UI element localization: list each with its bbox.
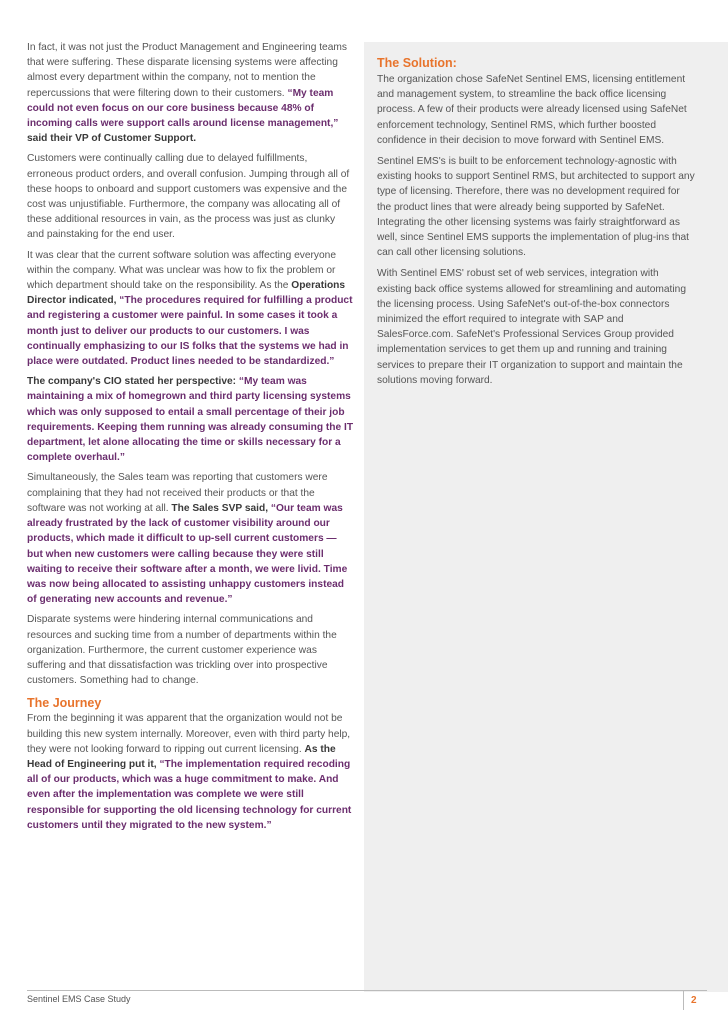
sidebar-content	[377, 56, 695, 394]
paragraph: Disparate systems were hindering internal communications and resources and sucking time from a number of departments within the organization. Furthermore, the current customer experience was suffering and that dissatisfaction was trickling over into prospective customers. Something had to change.	[27, 614, 337, 687]
quote: “My team could not even focus on our core business because 48% of incoming calls were support calls around license management,”	[27, 87, 339, 130]
quote: “The procedures required for fulfilling a product and registering a customer were painful. In some cases it took a month just to deliver our products to our customers. I was continually emphasizing to our IS folks that the systems we had in place were outdated. Product lines needed to be standardized.”	[27, 295, 353, 368]
footer-separator	[683, 990, 684, 1010]
paragraph: With Sentinel EMS' robust set of web services, integration with existing back office systems allowed for streamlining and automating the licensing process. Using SafeNet's out-of-the-box connectors minimized the effort required to integrate with SAP and SalesForce.com. SafeNet's Professional Services Group provided implementation services to get them up and running and training services to prepare their IT organization to support and maintain the solutions moving forward.	[377, 268, 686, 386]
section-title-solution: The Solution:	[377, 56, 457, 70]
paragraph: Customers were continually calling due to delayed fulfillments, erroneous product orders, and overall confusion. Jumping through all of these hoops to onboard and support customers was expensive and the cost was unjustifiable. Furthermore, the company was allocating all of these additional resources in vain, as the process was just as clunky and painstaking for the end user.	[27, 153, 350, 241]
paragraph: From the beginning it was apparent that the organization would not be building this new system internally. Moreover, even with third party help, they were not looking forward to ripping out current licensing. As the Head of Engineering put it, “The implementation required recoding all of our products, which was a huge commitment to make. And even after the implementation was complete we were still responsible for supporting the old licensing technology for current customers until they migrated to the new system.”	[27, 713, 352, 831]
attribution: The Sales SVP said,	[171, 502, 271, 514]
quote: “The implementation required recoding all of our products, which was a huge commitment to make. And even after the implementation was complete we were still responsible for supporting the old licensing technology for current customers until they migrated to the new system.”	[27, 758, 352, 831]
section-title-journey: The Journey	[27, 696, 102, 711]
footer-divider	[27, 990, 707, 991]
paragraph: In fact, it was not just the Product Management and Engineering teams that were suffering. These disparate licensing systems were affecting almost every department within the company, not to mention the repercussions that were filtering down to their customers. “My team could not even focus on our core business because 48% of incoming calls were support calls around license management,” said their VP of Customer Support.	[27, 42, 347, 145]
paragraph: Sentinel EMS's is built to be enforcement technology-agnostic with existing hooks to support Sentinel RMS, but architected to support any type of licensing. Therefore, there was no development required for the product lines that were already being supported by SafeNet. Integrating the other licensing systems was fairly straightforward as well, since Sentinel EMS supports the implementation of plug-ins that can call other licensing solutions.	[377, 156, 695, 259]
quote: “My team was maintaining a mix of homegrown and third party licensing systems which was only supposed to entail a small percentage of their job requirements. Keeping them running was already consuming the IT department, let alone allocating the time or skills necessary for a complete overhaul.”	[27, 376, 354, 464]
attribution: As the Head of Engineering put it,	[27, 743, 336, 770]
left-column	[27, 40, 354, 838]
solution-sidebar	[364, 42, 728, 992]
attribution: said their VP of Customer Support.	[27, 133, 197, 145]
footer-doc-title: Sentinel EMS Case Study	[27, 994, 131, 1004]
quote: “Our team was already frustrated by the lack of customer visibility around our products, which made it difficult to up-sell current customers — but when new customers were calling because they were still waiting to receive their software after a month, we were livid. Time was now being allocated to assisting unhappy customers instead of generating new accounts and revenue.”	[27, 502, 348, 606]
paragraph	[27, 374, 354, 465]
paragraph: It was clear that the current software solution was affecting everyone within the company. What was unclear was how to fix the problem or which department should take on the responsibility. As the Operations Director indicated, “The procedures required for fulfilling a product and registering a customer were painful. In some cases it took a month just to deliver our products to our customers. I was continually emphasizing to our IS folks that the systems we had in place were outdated. Product lines needed to be standardized.”	[27, 249, 353, 368]
paragraph: Simultaneously, the Sales team was reporting that customers were complaining that they had not received their products or that the software was not working at all. The Sales SVP said, “Our team was already frustrated by the lack of customer visibility around our products, which made it difficult to up-sell current customers — but when new customers were calling because they were still waiting to receive their software after a month, we were livid. Time was now being allocated to assisting unhappy customers instead of generating new accounts and revenue.”	[27, 472, 348, 606]
attribution: The company's CIO stated her perspective:	[27, 376, 239, 388]
paragraph: The organization chose SafeNet Sentinel EMS, licensing entitlement and management system, to streamline the back office licensing process. A few of their products were already licensed using SafeNet enforcement technology, Sentinel RMS, which further boosted confidence in their decision to move forward with Sentinel EMS.	[377, 74, 687, 146]
attribution: Operations Director indicated,	[27, 280, 346, 307]
page-number: 2	[691, 995, 697, 1006]
